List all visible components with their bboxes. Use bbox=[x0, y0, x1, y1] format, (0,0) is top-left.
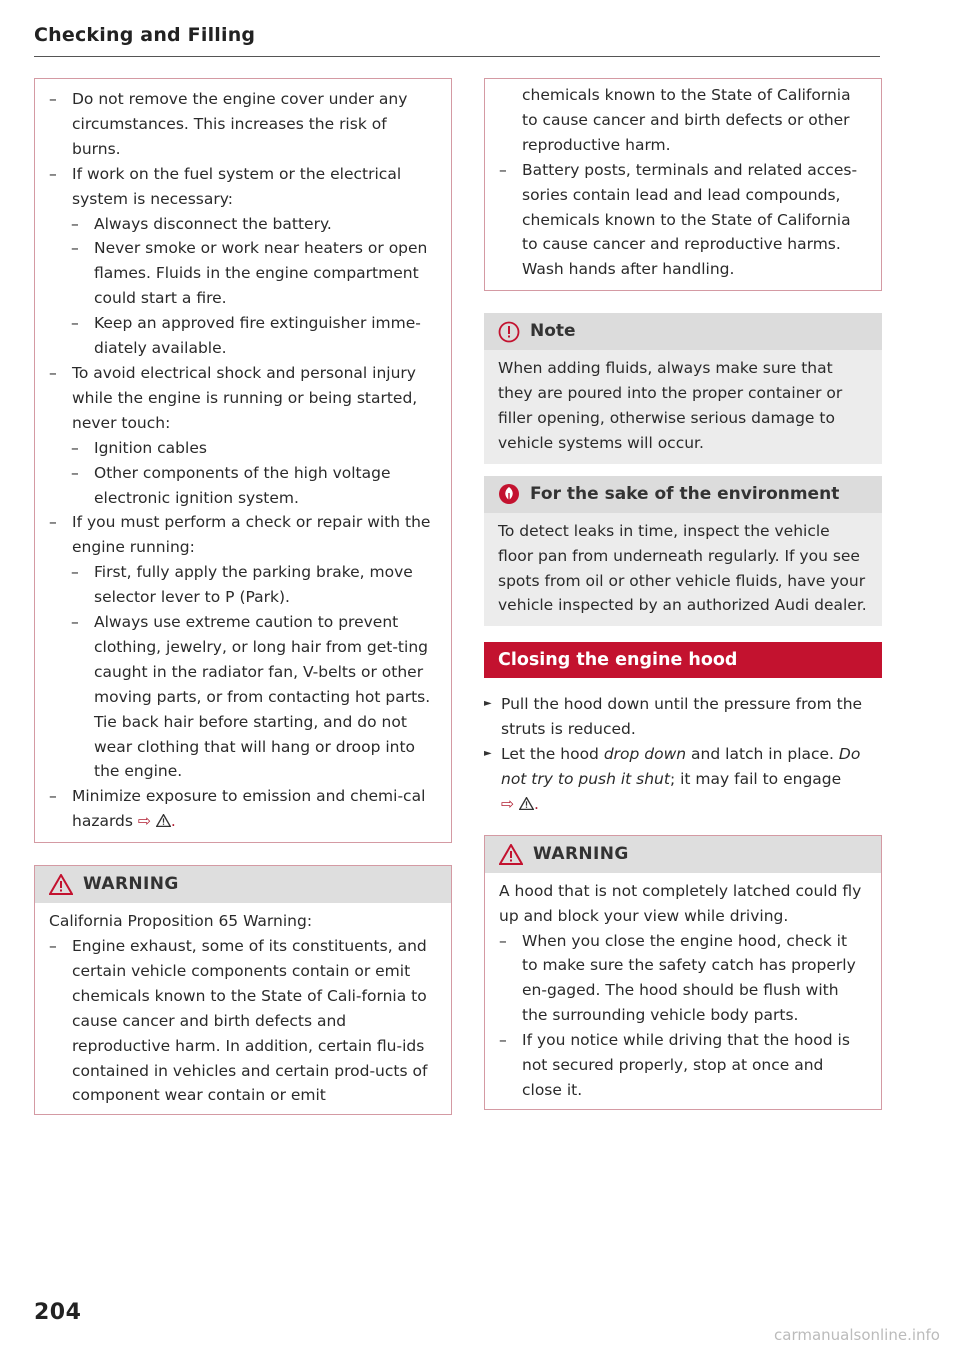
step-item bbox=[484, 742, 882, 817]
sub-list-item: – First, fully apply the parking brake, move selector lever to P (Park). bbox=[49, 560, 437, 610]
warning-intro: A hood that is not completely latched could fly up and block your view while driving. bbox=[499, 881, 862, 925]
sub-list-item: – Always use extreme caution to prevent clothing, jewelry, or long hair from get-ting caught in the radiator fan, V-belts or other moving parts, or from contacting hot parts. Tie back hair before starting, and do not wear clothing that will hang or droop into the engine. bbox=[49, 610, 437, 784]
sub-list-item: – Ignition cables bbox=[49, 436, 437, 461]
environment-body: To detect leaks in time, inspect the vehicle floor pan from underneath regularly. If you see spots from oil or other vehicle fluids, have your vehicle inspected by an authorized Audi dealer. bbox=[498, 521, 867, 615]
warning-ref-icon bbox=[519, 797, 534, 810]
environment-box bbox=[484, 476, 882, 627]
right-column bbox=[484, 78, 882, 1110]
note-exclamation-icon bbox=[498, 321, 520, 343]
cross-reference-link[interactable]: ⇨ . bbox=[501, 794, 539, 813]
note-header bbox=[484, 313, 882, 350]
list-item: – If you notice while driving that the hood is not secured properly, stop at once and close it. bbox=[499, 1028, 867, 1103]
list-item: – Battery posts, terminals and related acces-sories contain lead and lead compounds, chemicals known to the State of California to cause cancer and reproductive harms. Wash hands after handling. bbox=[499, 158, 867, 283]
warning-ref-icon bbox=[156, 814, 171, 827]
list-item bbox=[49, 784, 437, 834]
list-item: – When you close the engine hood, check it to make sure the safety catch has properly en-gaged. The hood should be flush with the surrounding vehicle body parts. bbox=[499, 929, 867, 1029]
note-box bbox=[484, 313, 882, 464]
environment-leaf-icon bbox=[498, 483, 520, 505]
list-item: – If work on the fuel system or the electrical system is necessary: bbox=[49, 162, 437, 212]
warning-triangle-icon bbox=[49, 874, 73, 895]
left-column bbox=[34, 78, 452, 1115]
step-text-italic: drop down bbox=[603, 745, 687, 764]
arrow-ref-icon: ⇨ bbox=[501, 794, 514, 813]
environment-header bbox=[484, 476, 882, 513]
environment-title: For the sake of the environment bbox=[530, 483, 840, 504]
step-item: ► Pull the hood down until the pressure from the struts is reduced. bbox=[484, 692, 882, 742]
warning-title: WARNING bbox=[83, 874, 179, 895]
warning-title: WARNING bbox=[533, 843, 629, 864]
watermark: carmanualsonline.info bbox=[774, 1326, 940, 1344]
warning-header bbox=[35, 866, 451, 903]
list-item: – Do not remove the engine cover under any circumstances. This increases the risk of burns. bbox=[49, 87, 437, 162]
arrow-ref-icon: ⇨ bbox=[137, 812, 151, 831]
note-body: When adding fluids, always make sure that they are poured into the proper container or filler opening, otherwise serious damage to vehicle systems will occur. bbox=[498, 359, 843, 452]
note-title: Note bbox=[530, 321, 576, 342]
list-item: – To avoid electrical shock and personal injury while the engine is running or being started, never touch: bbox=[49, 361, 437, 436]
step-text: and latch in place. bbox=[686, 745, 839, 764]
sub-list-item: – Never smoke or work near heaters or open flames. Fluids in the engine compartment could start a fire. bbox=[49, 236, 437, 311]
list-item: – Engine exhaust, some of its constituents, and certain vehicle components contain or emit chemicals known to the State of Cali-fornia to cause cancer and birth defects and reproductive harm. In addition, certain flu-ids contained in vehicles and certain prod-ucts of component wear contain or emit bbox=[49, 934, 437, 1108]
step-text: ; it may fail to engage bbox=[669, 770, 842, 789]
step-text: Let the hood bbox=[501, 745, 604, 764]
safety-list-box bbox=[34, 78, 452, 843]
sub-list-item: – Always disconnect the battery. bbox=[49, 212, 437, 237]
step-text-italic: Do not try to push it shut bbox=[501, 745, 861, 789]
page-number: 204 bbox=[34, 1300, 82, 1325]
warning-body bbox=[485, 873, 881, 1109]
warning-body bbox=[35, 903, 451, 1114]
sub-list-item: – Other components of the high voltage electronic ignition system. bbox=[49, 461, 437, 511]
list-item-text: Minimize exposure to emission and chemi-cal hazards bbox=[72, 787, 426, 831]
instruction-steps bbox=[484, 678, 882, 817]
page-header bbox=[34, 24, 880, 57]
section-title: Checking and Filling bbox=[34, 24, 256, 46]
section-heading: Closing the engine hood bbox=[484, 642, 882, 678]
warning-continued-text: chemicals known to the State of California to cause cancer and birth defects or other reproductive harm. bbox=[522, 86, 851, 154]
sub-list-item: – Keep an approved fire extinguisher imme-diately available. bbox=[49, 311, 437, 361]
warning-box bbox=[484, 835, 882, 1110]
warning-intro: California Proposition 65 Warning: bbox=[49, 912, 313, 931]
cross-reference-link[interactable]: ⇨ . bbox=[137, 812, 176, 831]
warning-header bbox=[485, 836, 881, 873]
list-item: – If you must perform a check or repair with the engine running: bbox=[49, 510, 437, 560]
warning-continued-box bbox=[484, 78, 882, 291]
warning-box bbox=[34, 865, 452, 1115]
warning-triangle-icon bbox=[499, 844, 523, 865]
